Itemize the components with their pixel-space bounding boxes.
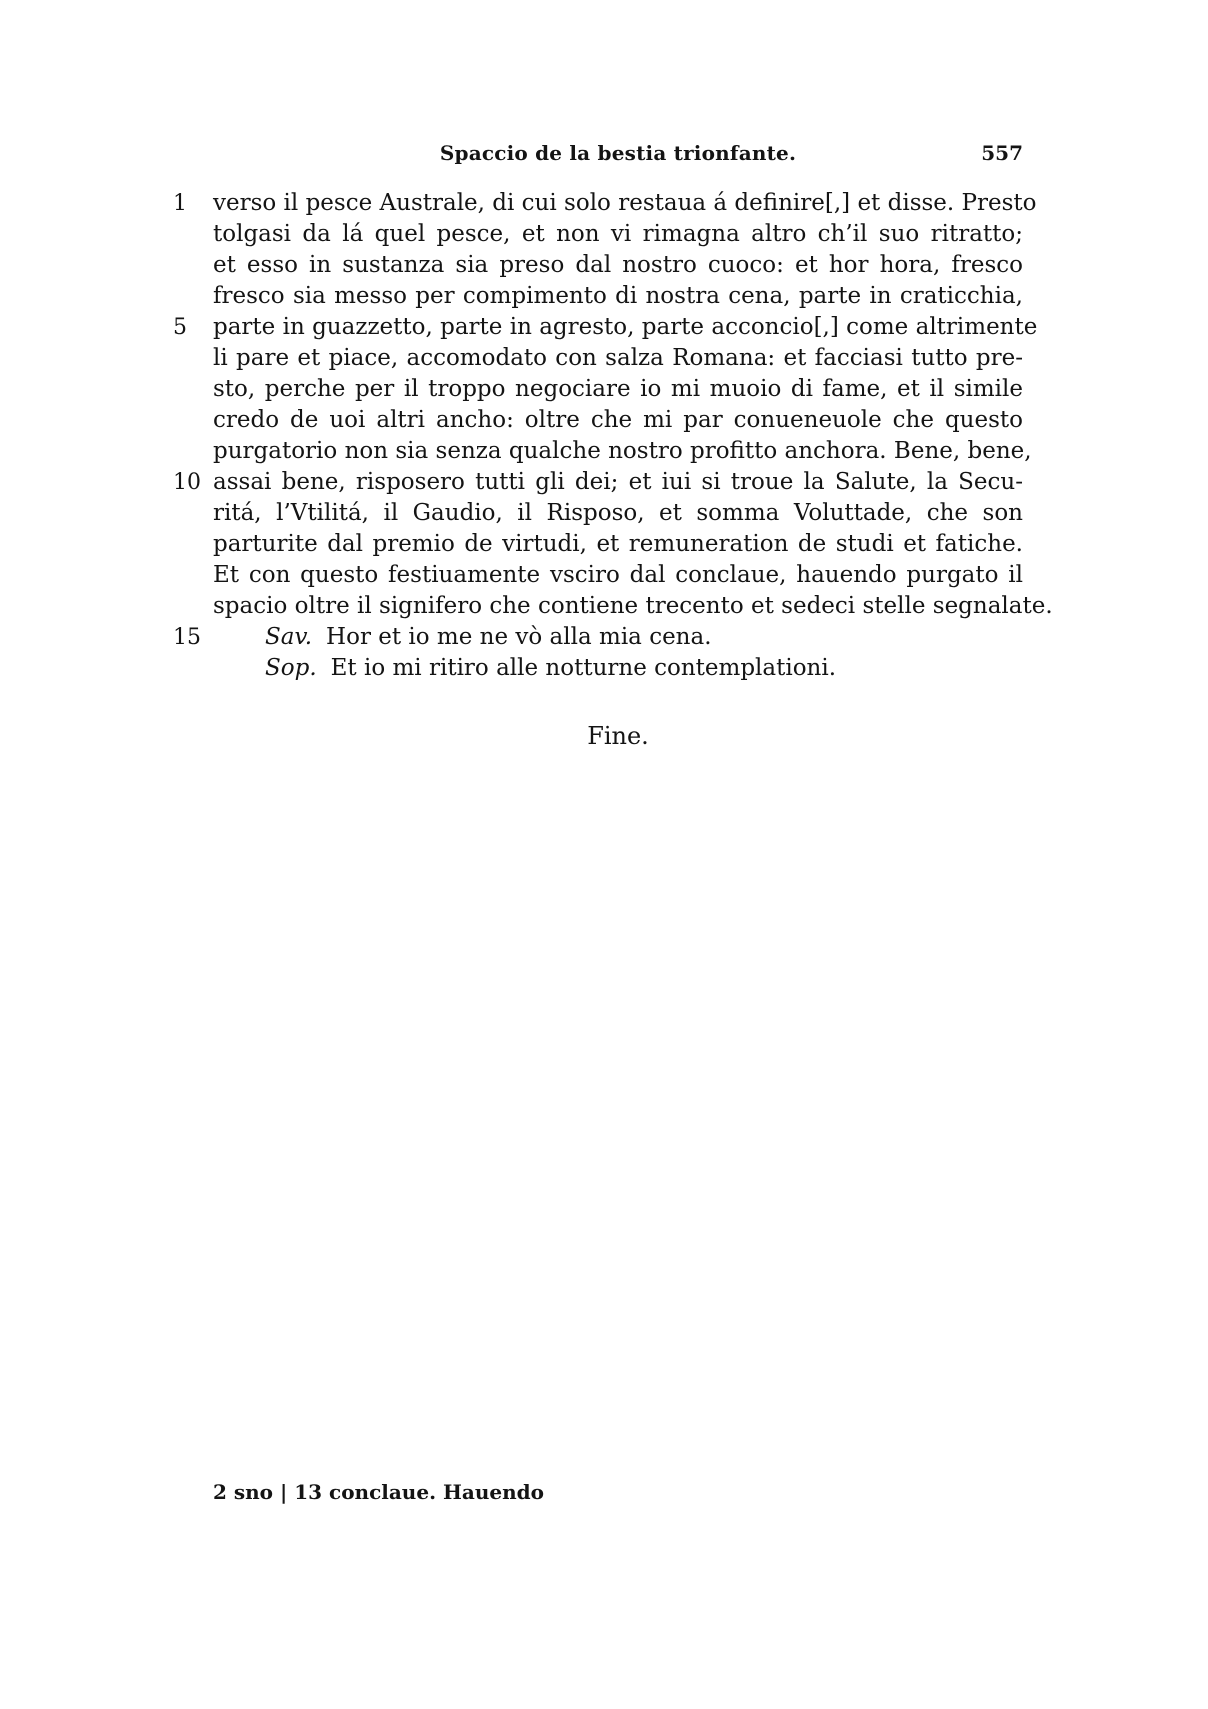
text-line — [0, 219, 1208, 250]
dialogue-text — [265, 653, 1023, 684]
text-line — [0, 467, 1208, 498]
line-number: 1 — [173, 191, 187, 216]
running-title: Spaccio de la bestia trionfante. — [439, 141, 797, 165]
text-line — [0, 343, 1208, 374]
text-line — [0, 498, 1208, 529]
speaker-name: Sop. — [265, 655, 317, 681]
line-text: et esso in sustanza sia preso dal nostro cuoco: et hor hora, fresco — [213, 252, 1023, 278]
text-line — [0, 250, 1208, 281]
speaker-name: Sav. — [265, 624, 313, 650]
text-line — [0, 529, 1208, 560]
line-text: ritá, l’Vtilitá, il Gaudio, il Risposo, et somma Voluttade, che son — [213, 500, 1023, 526]
line-text: purgatorio non sia senza qualche nostro profitto anchora. Bene, bene, — [213, 438, 1032, 464]
speech-text: Et io mi ritiro alle notturne contemplationi. — [330, 655, 837, 681]
line-text: credo de uoi altri ancho: oltre che mi par conueneuole che questo — [213, 407, 1023, 433]
dialogue-line — [0, 653, 1208, 684]
text-line — [0, 312, 1208, 343]
line-text: assai bene, risposero tutti gli dei; et iui si troue la Salute, la Secu- — [213, 469, 1023, 495]
text-line — [0, 188, 1208, 219]
text-line — [0, 436, 1208, 467]
line-text: parte in guazzetto, parte in agresto, parte acconcio[,] come altrimente — [213, 314, 1038, 340]
line-text: fresco sia messo per compimento di nostra cena, parte in craticchia, — [213, 283, 1023, 309]
text-line — [0, 591, 1208, 622]
page-number: 557 — [981, 141, 1023, 165]
line-text: sto, perche per il troppo negociare io mi muoio di fame, et il simile — [213, 376, 1023, 402]
text-line — [0, 374, 1208, 405]
line-number: 5 — [173, 315, 187, 340]
dialogue-text — [265, 622, 1023, 653]
line-number: 15 — [173, 625, 201, 650]
running-head — [213, 141, 1023, 171]
dialogue-line — [0, 622, 1208, 653]
speech-text: Hor et io me ne vò alla mia cena. — [326, 624, 712, 650]
line-text: parturite dal premio de virtudi, et remuneration de studi et fatiche. — [213, 531, 1023, 557]
line-text: spacio oltre il signifero che contiene trecento et sedeci stelle segnalate. — [213, 593, 1053, 619]
text-line — [0, 560, 1208, 591]
line-text: Et con questo festiuamente vsciro dal conclaue, hauendo purgato il — [213, 562, 1023, 588]
ending-word: Fine. — [587, 722, 649, 750]
line-text: tolgasi da lá quel pesce, et non vi rimagna altro ch’il suo ritratto; — [213, 221, 1023, 247]
line-text: li pare et piace, accomodato con salza Romana: et facciasi tutto pre- — [213, 345, 1023, 371]
footnote: 2 sno | 13 conclaue. Hauendo — [213, 1480, 544, 1504]
text-line — [0, 281, 1208, 312]
line-text: verso il pesce Australe, di cui solo restaua á definire[,] et disse. Presto — [213, 190, 1037, 216]
line-number: 10 — [173, 470, 201, 495]
text-line — [0, 405, 1208, 436]
